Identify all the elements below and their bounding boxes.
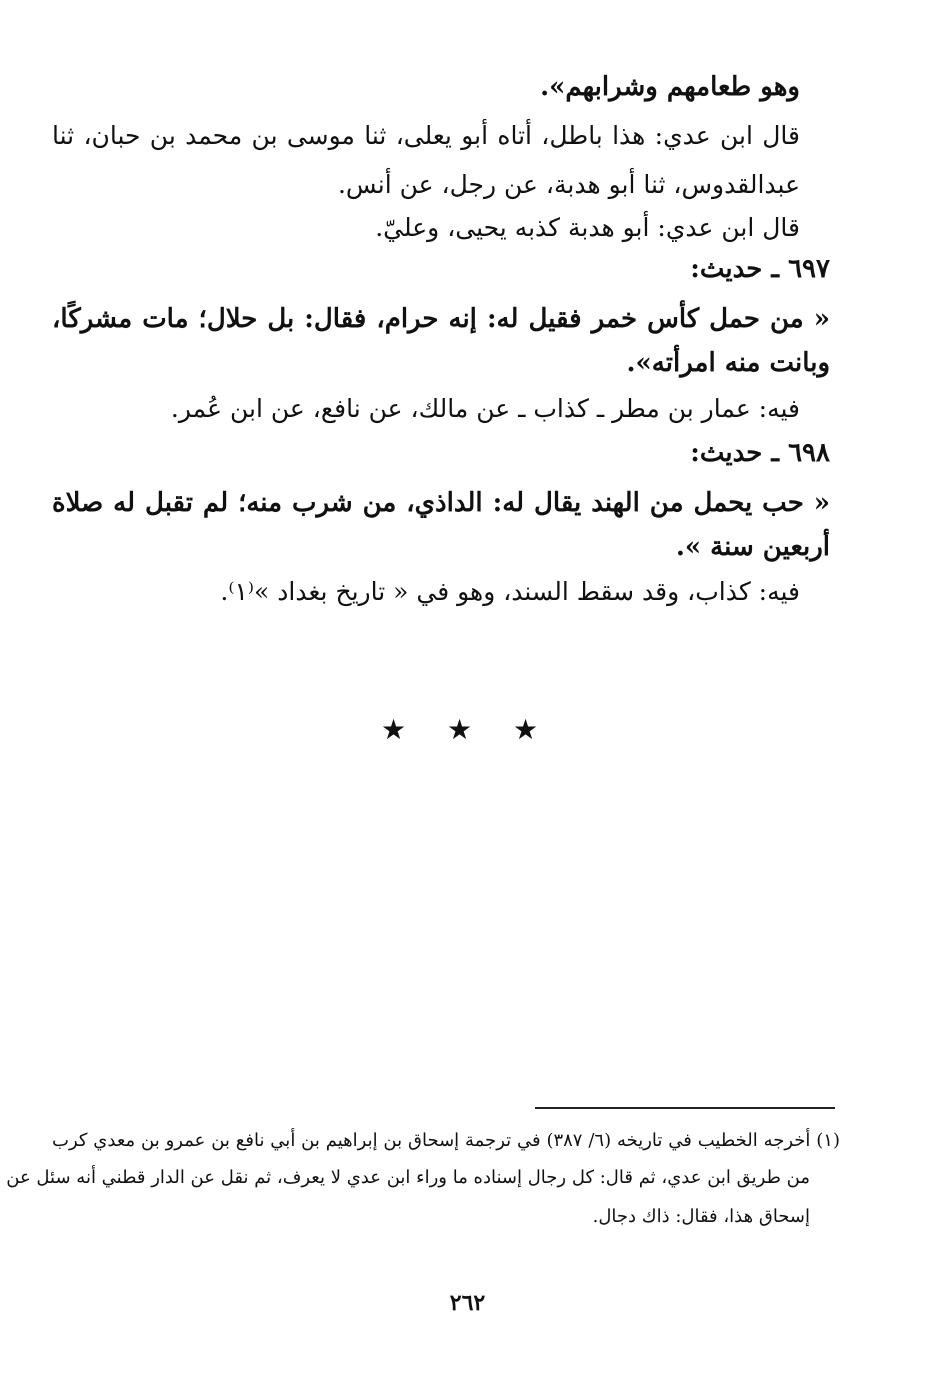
text-line-1: وهو طعامهم وشرابهم». — [540, 72, 800, 102]
hadith-698-text-1: « حب يحمل من الهند يقال له: الداذي، من شرب منه؛ لم تقبل له صلاة — [52, 488, 830, 518]
hadith-697-heading: ٦٩٧ ـ حديث: — [690, 254, 830, 284]
footnote-divider — [535, 1107, 835, 1109]
hadith-697-text-2: وبانت منه امرأته». — [626, 348, 830, 378]
hadith-698-text-2: أربعين سنة ». — [675, 532, 830, 562]
text-line-12: فيه: كذاب، وقد سقط السند، وهو في « تاريخ بغداد »⁽١⁾. — [220, 577, 800, 606]
page-number: ٢٦٢ — [449, 1290, 486, 1316]
footnote-line-2: من طريق ابن عدي، ثم قال: كل رجال إسناده ما وراء ابن عدي لا يعرف، ثم نقل عن الدار قطني أنه سئل عن — [6, 1167, 810, 1188]
footnote-line-1: (١) أخرجه الخطيب في تاريخه (٦/ ٣٨٧) في ترجمة إسحاق بن إبراهيم بن أبي نافع بن عمرو بن معدي كرب — [52, 1130, 840, 1151]
text-line-8: فيه: عمار بن مطر ـ كذاب ـ عن مالك، عن نافع، عن ابن عُمر. — [170, 394, 800, 423]
footnote-line-3: إسحاق هذا، فقال: ذاك دجال. — [592, 1206, 810, 1227]
text-line-4: قال ابن عدي: أبو هدبة كذبه يحيى، وعليّ. — [375, 213, 800, 242]
hadith-698-heading: ٦٩٨ ـ حديث: — [690, 438, 830, 468]
section-separator-stars: ★ ★ ★ — [380, 713, 555, 746]
text-line-2: قال ابن عدي: هذا باطل، أتاه أبو يعلى، ثنا موسى بن محمد بن حبان، ثنا — [52, 121, 800, 150]
text-line-3: عبدالقدوس، ثنا أبو هدبة، عن رجل، عن أنس. — [337, 170, 800, 199]
hadith-697-text-1: « من حمل كأس خمر فقيل له: إنه حرام، فقال: بل حلال؛ مات مشركًا، — [52, 304, 830, 334]
